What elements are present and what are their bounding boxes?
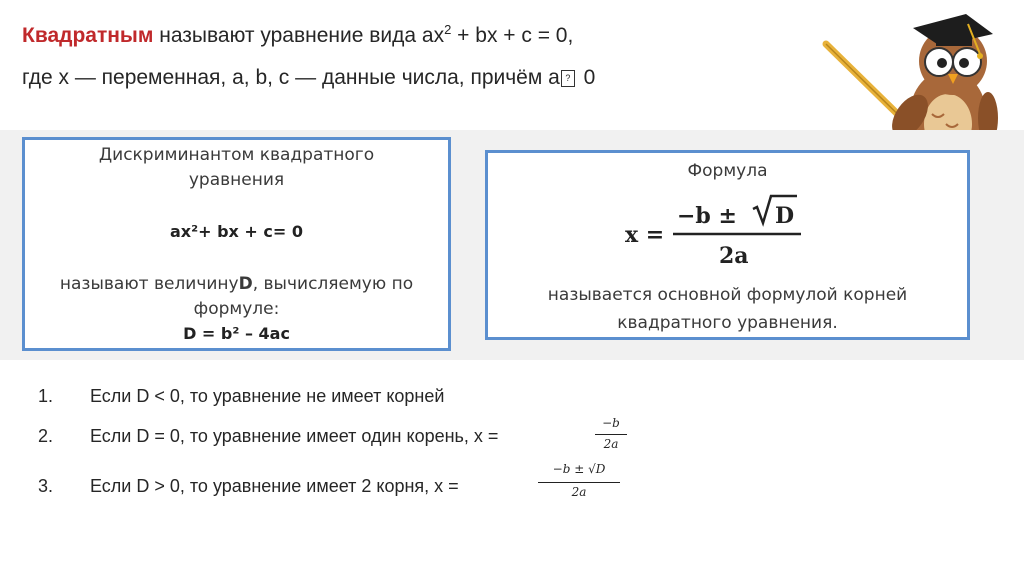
- disc-equation: ax²+ bx + c= 0: [169, 222, 303, 241]
- formula-caption-2: квадратного уравнения.: [617, 313, 838, 333]
- exponent: 2: [444, 22, 452, 37]
- formula-caption-1: называется основной формулой корней: [547, 285, 908, 305]
- formula-title: Формула: [687, 161, 768, 181]
- list-number: 2.: [38, 426, 54, 446]
- intro-text-2-tail: 0: [577, 66, 596, 89]
- list-text: Если D = 0, то уравнение имеет один корень, x =: [90, 426, 499, 446]
- disc-line-4: формуле:: [193, 299, 280, 319]
- formula-root-d: D: [775, 203, 795, 229]
- disc-line-3: [25, 274, 448, 294]
- discriminant-card: [22, 137, 451, 351]
- disc-line-3-tail: , вычисляемую по: [252, 274, 414, 294]
- missing-glyph-icon: ?: [561, 70, 575, 87]
- disc-line-2: уравнения: [188, 170, 285, 190]
- disc-line-1: Дискриминантом квадратного: [98, 145, 375, 165]
- formula-denominator: 2a: [719, 243, 749, 269]
- intro-text-2: где x — переменная, a, b, c — данные числа, причём a: [22, 66, 560, 89]
- frac-numerator: −b: [602, 416, 620, 430]
- frac-bar: [595, 434, 627, 435]
- intro-line-1: [22, 22, 573, 48]
- list-number: 3.: [38, 476, 54, 496]
- list-text: Если D < 0, то уравнение не имеет корней: [90, 386, 445, 406]
- d-letter: D: [238, 274, 253, 294]
- frac-denominator: 2a: [603, 437, 619, 451]
- frac-bar: [538, 482, 620, 483]
- quadratic-formula: [593, 193, 853, 271]
- disc-line-3-text: называют величину: [59, 274, 239, 294]
- intro-text-1-tail: + bx + c = 0,: [451, 24, 574, 47]
- formula-card: [485, 150, 970, 340]
- list-text: Если D > 0, то уравнение имеет 2 корня, x =: [90, 476, 459, 496]
- term-highlight: Квадратным: [22, 24, 154, 47]
- frac-denominator: 2a: [571, 485, 587, 499]
- list-number: 1.: [38, 386, 54, 406]
- disc-formula: D = b² – 4ac: [183, 324, 290, 343]
- formula-x: x =: [625, 222, 665, 248]
- intro-text-1: называют уравнение вида ax: [159, 24, 445, 47]
- formula-numerator: −b ±: [677, 203, 737, 229]
- frac-numerator: −b ± √D: [552, 462, 606, 476]
- intro-line-2: [22, 66, 595, 90]
